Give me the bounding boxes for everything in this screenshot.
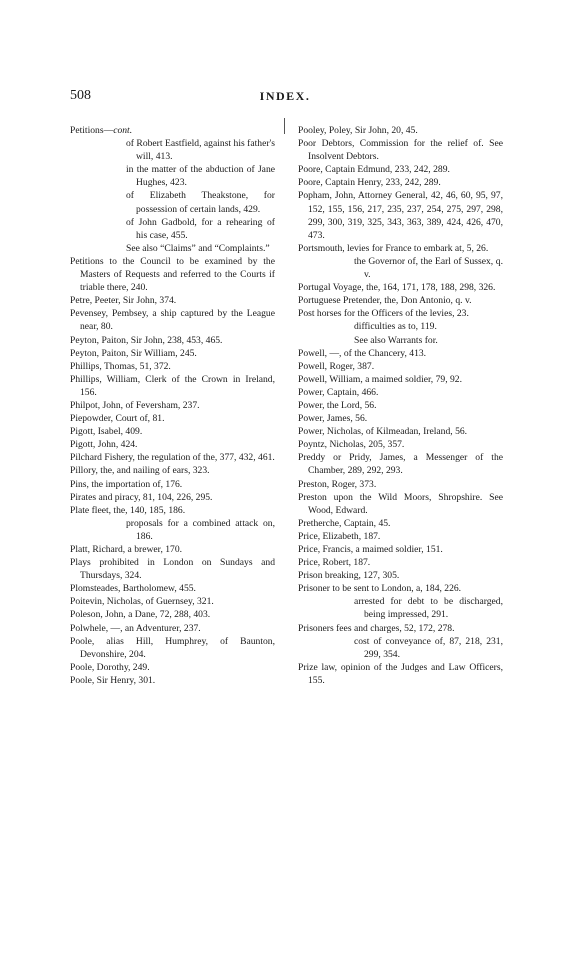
index-heading	[70, 255, 275, 294]
index-heading	[70, 478, 275, 491]
index-heading	[298, 661, 503, 687]
index-entry	[298, 281, 503, 294]
index-entry	[70, 464, 275, 477]
index-heading	[298, 451, 503, 477]
page-header	[70, 88, 500, 106]
index-entry	[70, 412, 275, 425]
index-entry	[70, 360, 275, 373]
index-heading-text: Peyton, Paiton, Sir John, 238, 453, 465.	[70, 334, 223, 346]
index-entry	[298, 307, 503, 346]
index-entry	[298, 530, 503, 543]
index-heading-text: Pretherche, Captain, 45.	[298, 517, 391, 529]
index-heading-text: Phillips, Thomas, 51, 372.	[70, 360, 171, 372]
index-heading	[70, 373, 275, 399]
index-heading	[70, 622, 275, 635]
index-heading	[298, 399, 503, 412]
index-heading-text: Poole, alias Hill, Humphrey, of Baunton, Devonshire, 204.	[70, 635, 275, 660]
index-entry	[70, 556, 275, 582]
index-subentry: See also Warrants for.	[354, 334, 438, 346]
index-entry	[70, 543, 275, 556]
index-heading-text: Price, Elizabeth, 187.	[298, 530, 381, 542]
index-column-right	[298, 124, 503, 687]
index-entry	[298, 412, 503, 425]
index-heading	[298, 543, 503, 556]
index-heading	[70, 543, 275, 556]
index-heading-text: Pillory, the, and nailing of ears, 323.	[70, 465, 210, 477]
index-heading-text: Pirates and piracy, 81, 104, 226, 295.	[70, 491, 213, 503]
index-entry	[70, 373, 275, 399]
index-heading-text: Power, James, 56.	[298, 413, 368, 425]
index-heading-text: Piepowder, Court of, 81.	[70, 413, 165, 425]
index-heading-text: Prize law, opinion of the Judges and Law Officers, 155.	[298, 661, 503, 686]
index-entry	[70, 622, 275, 635]
index-heading	[298, 281, 503, 294]
index-entry	[70, 478, 275, 491]
index-heading-text: Petitions to the Council to be examined by the Masters of Requests and referred to the Courts if triable there, 240.	[70, 255, 275, 294]
index-heading-text: Prison breaking, 127, 305.	[298, 570, 400, 582]
index-entry	[70, 124, 275, 255]
index-heading-text: Pins, the importation of, 176.	[70, 478, 183, 490]
index-heading-text: Preston upon the Wild Moors, Shropshire. See Wood, Edward.	[298, 491, 503, 516]
running-title: INDEX.	[259, 89, 311, 103]
index-entry	[298, 242, 503, 281]
index-heading	[298, 412, 503, 425]
index-heading-text: Plays prohibited in London on Sundays and Thursdays, 324.	[70, 557, 275, 582]
index-heading	[298, 360, 503, 373]
index-heading	[298, 386, 503, 399]
index-entry	[70, 504, 275, 543]
index-heading	[298, 517, 503, 530]
index-entry	[70, 661, 275, 674]
index-heading	[298, 569, 503, 582]
index-heading	[70, 595, 275, 608]
index-entry	[70, 399, 275, 412]
index-heading	[298, 347, 503, 360]
index-heading-text: Poyntz, Nicholas, 205, 357.	[298, 439, 405, 451]
index-subentry: the Governor of, the Earl of Sussex, q. v.	[354, 255, 503, 281]
index-subentry: arrested for debt to be discharged, being impressed, 291.	[354, 596, 503, 621]
index-heading	[298, 478, 503, 491]
index-entry	[70, 334, 275, 347]
index-heading-text: Peyton, Paiton, Sir William, 245.	[70, 347, 197, 359]
index-heading	[70, 399, 275, 412]
index-heading	[70, 504, 275, 517]
index-heading	[70, 491, 275, 504]
index-entry	[298, 163, 503, 176]
index-heading	[70, 360, 275, 373]
index-heading-text: Portuguese Pretender, the, Don Antonio, q. v.	[298, 295, 472, 307]
index-entry	[70, 347, 275, 360]
index-heading	[70, 334, 275, 347]
index-entry	[70, 608, 275, 621]
index-heading	[70, 661, 275, 674]
index-entry	[298, 556, 503, 569]
index-heading-text: Powell, William, a maimed soldier, 79, 92.	[298, 373, 462, 385]
index-heading	[70, 425, 275, 438]
index-heading	[70, 438, 275, 451]
index-entry	[298, 517, 503, 530]
index-heading	[298, 425, 503, 438]
index-heading-text: Poor Debtors, Commission for the relief of. See Insolvent Debtors.	[298, 138, 503, 163]
index-entry	[298, 176, 503, 189]
index-heading	[298, 491, 503, 517]
index-entry	[298, 137, 503, 163]
index-heading-text: Portugal Voyage, the, 164, 171, 178, 188, 298, 326.	[298, 282, 496, 294]
index-heading-text: Portsmouth, levies for France to embark at, 5, 26.	[298, 242, 489, 254]
index-heading	[70, 674, 275, 687]
index-entry	[70, 294, 275, 307]
index-heading	[298, 137, 503, 163]
index-heading-text: Poole, Sir Henry, 301.	[70, 674, 156, 686]
index-entry	[70, 451, 275, 464]
index-heading-text: Powell, —, of the Chancery, 413.	[298, 347, 427, 359]
index-entry	[70, 595, 275, 608]
index-entry	[298, 425, 503, 438]
index-heading-text: Price, Robert, 187.	[298, 557, 371, 569]
index-heading-text: Petitions—	[70, 125, 114, 136]
index-subentry: difficulties as to, 119.	[354, 321, 437, 333]
index-entry	[70, 491, 275, 504]
index-entry	[298, 491, 503, 517]
index-entry	[298, 451, 503, 477]
index-heading	[298, 189, 503, 241]
index-heading	[298, 163, 503, 176]
index-heading	[298, 438, 503, 451]
index-entry	[298, 622, 503, 661]
index-heading	[70, 294, 275, 307]
index-heading-text: Platt, Richard, a brewer, 170.	[70, 544, 183, 555]
index-heading-text: Preston, Roger, 373.	[298, 478, 377, 490]
index-entry	[298, 124, 503, 137]
index-heading	[298, 530, 503, 543]
index-entry	[298, 373, 503, 386]
index-entry	[298, 543, 503, 556]
index-heading	[70, 635, 275, 661]
index-subentry: of John Gadbold, for a rehearing of his case, 455.	[126, 216, 275, 241]
index-entry	[70, 674, 275, 687]
index-heading	[298, 294, 503, 307]
index-heading-text: Plomsteades, Bartholomew, 455.	[70, 583, 196, 595]
index-heading-text: Pevensey, Pembsey, a ship captured by the League near, 80.	[70, 308, 275, 333]
index-heading	[70, 124, 275, 137]
index-heading	[298, 582, 503, 595]
index-heading	[298, 556, 503, 569]
index-heading-text: Power, Nicholas, of Kilmeadan, Ireland, 56.	[298, 426, 468, 438]
index-heading	[70, 451, 275, 464]
index-entry	[298, 438, 503, 451]
index-entry	[70, 307, 275, 333]
index-heading-text: Philpot, John, of Feversham, 237.	[70, 399, 200, 411]
index-entry	[70, 582, 275, 595]
index-subentry: See also “Claims” and “Complaints.”	[126, 242, 270, 254]
index-heading-text: Preddy or Pridy, James, a Messenger of the Chamber, 289, 292, 293.	[298, 452, 503, 477]
index-heading-text: Power, the Lord, 56.	[298, 399, 377, 411]
index-heading	[298, 242, 503, 255]
index-heading-text: Poleson, John, a Dane, 72, 288, 403.	[70, 609, 211, 621]
index-heading-continued: cont.	[113, 125, 133, 136]
index-heading	[70, 347, 275, 360]
index-heading	[70, 582, 275, 595]
index-heading-text: Poole, Dorothy, 249.	[70, 661, 150, 673]
index-heading	[298, 373, 503, 386]
index-subentry: in the matter of the abduction of Jane Hughes, 423.	[126, 164, 275, 189]
index-heading-text: Power, Captain, 466.	[298, 386, 379, 398]
index-heading-text: Plate fleet, the, 140, 185, 186.	[70, 504, 186, 516]
index-entry	[298, 478, 503, 491]
index-subentry: of Robert Eastfield, against his father's will, 413.	[126, 138, 275, 163]
index-heading-text: Polwhele, —, an Adventurer, 237.	[70, 622, 201, 634]
index-heading-text: Prisoner to be sent to London, a, 184, 226.	[298, 583, 462, 595]
index-entry	[298, 569, 503, 582]
index-entry	[298, 582, 503, 621]
index-heading-text: Pilchard Fishery, the regulation of the, 377, 432, 461.	[70, 452, 275, 464]
index-entry	[70, 255, 275, 294]
index-heading-text: Poore, Captain Edmund, 233, 242, 289.	[298, 164, 450, 176]
index-heading-text: Popham, John, Attorney General, 42, 46, 60, 95, 97, 152, 155, 156, 217, 235, 237, 254, 275, 297, 298, 299, 300, 319, 325, 343, 363, 389, 424, 426, 470, 473.	[298, 190, 503, 241]
index-heading	[298, 622, 503, 635]
index-heading	[298, 176, 503, 189]
index-heading-text: Pooley, Poley, Sir John, 20, 45.	[298, 125, 418, 136]
index-heading-text: Poitevin, Nicholas, of Guernsey, 321.	[70, 596, 214, 608]
index-entry	[70, 438, 275, 451]
index-heading	[70, 556, 275, 582]
index-heading-text: Post horses for the Officers of the levies, 23.	[298, 308, 469, 320]
index-entry	[298, 360, 503, 373]
index-heading	[70, 608, 275, 621]
index-entry	[298, 189, 503, 241]
index-heading	[298, 124, 503, 137]
index-subentry: of Elizabeth Theakstone, for possession of certain lands, 429.	[126, 190, 275, 215]
index-entry	[298, 294, 503, 307]
index-heading-text: Poore, Captain Henry, 233, 242, 289.	[298, 177, 441, 189]
index-heading-text: Price, Francis, a maimed soldier, 151.	[298, 544, 443, 555]
index-heading-text: Powell, Roger, 387.	[298, 360, 375, 372]
index-heading	[70, 412, 275, 425]
index-heading-text: Pigott, Isabel, 409.	[70, 426, 143, 438]
index-entry	[70, 425, 275, 438]
index-subentry: proposals for a combined attack on, 186.	[126, 517, 275, 542]
index-entry	[298, 347, 503, 360]
column-divider	[284, 118, 285, 134]
page-number: 508	[70, 88, 91, 103]
index-heading	[70, 307, 275, 333]
index-heading	[70, 464, 275, 477]
index-entry	[70, 635, 275, 661]
index-heading-text: Prisoners fees and charges, 52, 172, 278.	[298, 622, 455, 634]
index-entry	[298, 399, 503, 412]
index-heading-text: Petre, Peeter, Sir John, 374.	[70, 295, 177, 307]
index-heading-text: Phillips, William, Clerk of the Crown in Ireland, 156.	[70, 373, 275, 398]
index-heading	[298, 307, 503, 320]
index-subentry: cost of conveyance of, 87, 218, 231, 299, 354.	[354, 635, 503, 660]
index-heading-text: Pigott, John, 424.	[70, 439, 138, 451]
index-entry	[298, 661, 503, 687]
index-entry	[298, 386, 503, 399]
index-column-left	[70, 124, 275, 687]
